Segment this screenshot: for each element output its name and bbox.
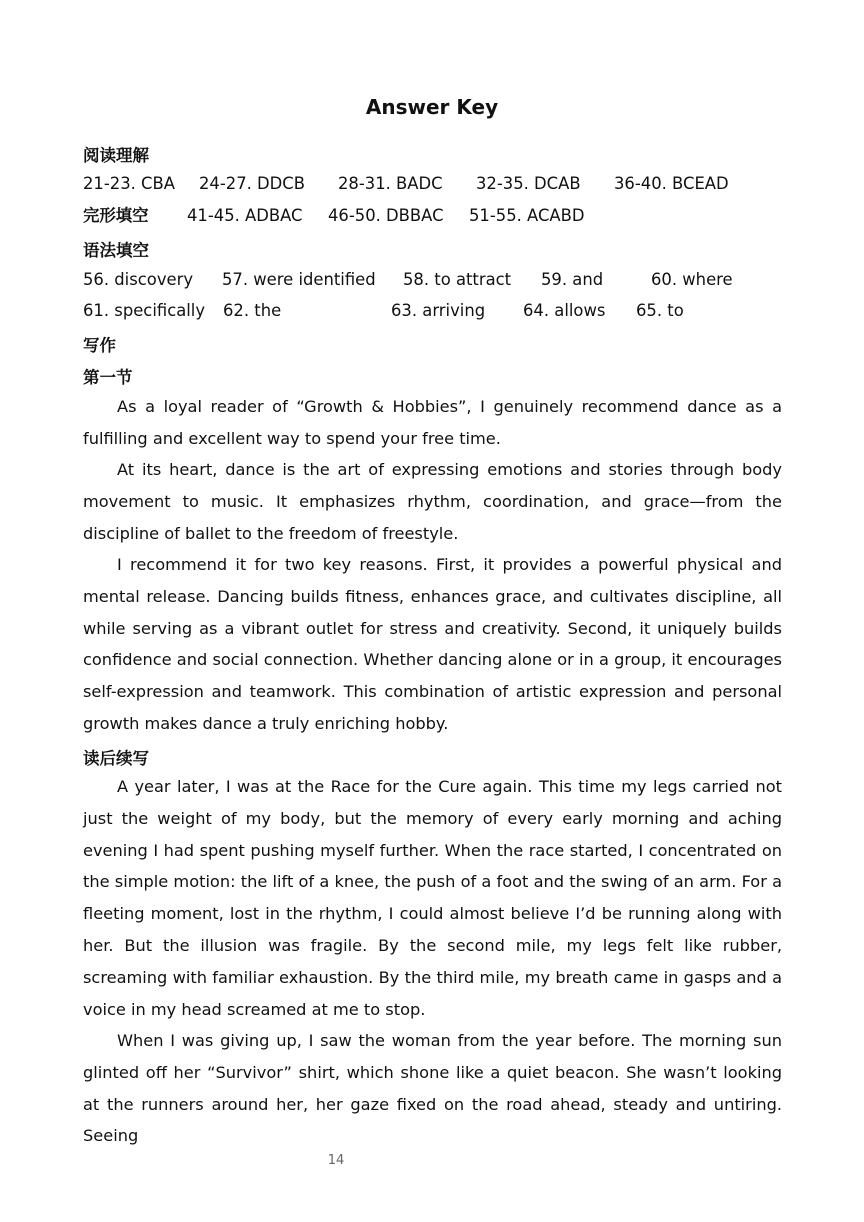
reading-answer: 28-31. BADC [338, 174, 443, 193]
grammar-answer: 61. specifically [83, 301, 206, 320]
reading-answer: 36-40. BCEAD [614, 174, 729, 193]
page-number: 14 [327, 1153, 345, 1168]
grammar-answer: 65. to [636, 301, 684, 320]
part2-paragraph: A year later, I was at the Race for the Cure again. This time my legs carried not just the weight of my body, but the memory of every early morning and aching evening I had spent pushing myself further. When the race started, I concentrated on the simple motion: the lift of a knee, the push of a foot and the swing of an arm. For a fleeting moment, lost in the rhythm, I could almost believe I’d be running along with her. But the illusion was fragile. By the second mile, my legs felt like rubber, screaming with familiar exhaustion. By the third mile, my breath came in gasps and a voice in my head screamed at me to stop. [83, 777, 782, 1019]
grammar-answer: 59. and [541, 270, 604, 289]
grammar-heading: 语法填空 [83, 241, 149, 260]
cloze-answer: 41-45. ADBAC [187, 206, 303, 225]
grammar-answer: 60. where [651, 270, 733, 289]
grammar-answer: 63. arriving [391, 301, 486, 320]
part2-paragraph: When I was giving up, I saw the woman from the year before. The morning sun glinted off her “Survivor” shirt, which shone like a quiet beacon. She wasn’t looking at the runners around her, her gaze fixed on the road ahead, steady and untiring. Seeing [83, 1031, 782, 1146]
cloze-heading: 完形填空 [83, 206, 149, 225]
reading-heading: 阅读理解 [83, 146, 149, 165]
part1-paragraph: At its heart, dance is the art of expressing emotions and stories through body movement to music. It emphasizes rhythm, coordination, and grace—from the discipline of ballet to the freedom of freestyle. [83, 460, 782, 543]
page-title: Answer Key [365, 95, 499, 119]
cloze-answer: 51-55. ACABD [469, 206, 585, 225]
part1-paragraph: As a loyal reader of “Growth & Hobbies”, I genuinely recommend dance as a fulfilling and excellent way to spend your free time. [83, 397, 782, 448]
writing-part1-heading: 第一节 [83, 368, 133, 387]
grammar-answer: 56. discovery [83, 270, 194, 289]
part1-paragraph: I recommend it for two key reasons. First, it provides a powerful physical and mental release. Dancing builds fitness, enhances grace, and cultivates discipline, all while serving as a vibrant outlet for stress and creativity. Second, it uniquely builds confidence and social connection. Whether dancing alone or in a group, it encourages self-expression and teamwork. This combination of artistic expression and personal growth makes dance a truly enriching hobby. [83, 555, 782, 733]
grammar-answer: 58. to attract [403, 270, 512, 289]
writing-part2-heading: 读后续写 [83, 749, 149, 768]
reading-answer: 21-23. CBA [83, 174, 175, 193]
grammar-answer: 64. allows [523, 301, 606, 320]
reading-answer: 32-35. DCAB [476, 174, 581, 193]
grammar-answer: 57. were identified [222, 270, 376, 289]
cloze-answer: 46-50. DBBAC [328, 206, 444, 225]
writing-heading: 写作 [83, 336, 116, 355]
reading-answer: 24-27. DDCB [199, 174, 305, 193]
grammar-answer: 62. the [223, 301, 282, 320]
